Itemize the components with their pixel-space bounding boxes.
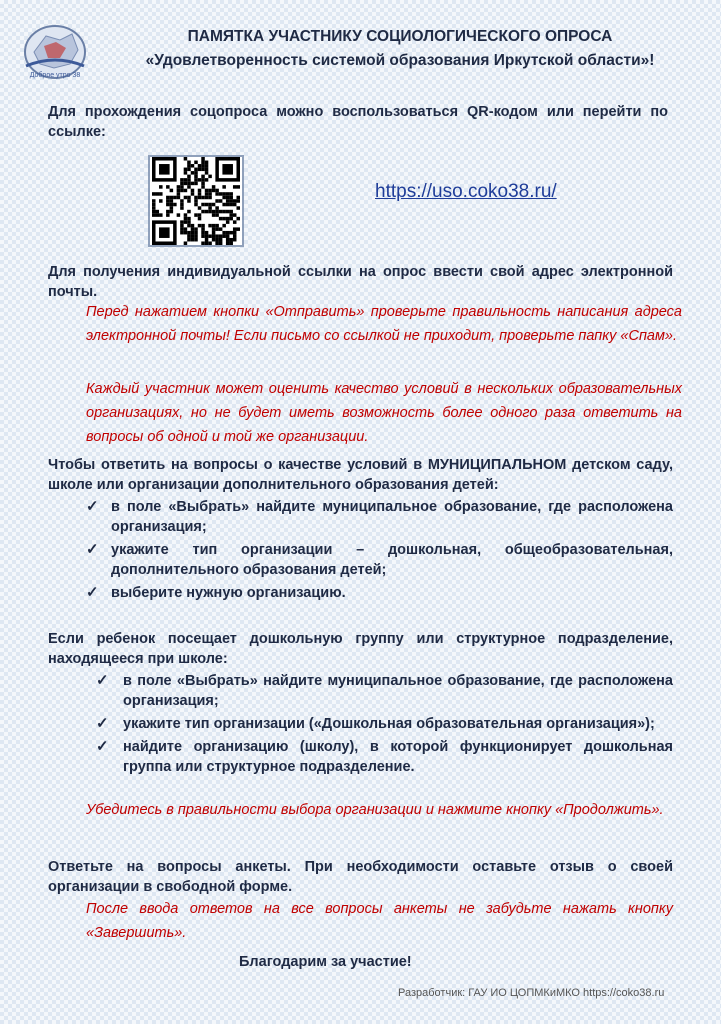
qr-code-icon[interactable] [148,155,244,247]
list-item: ✓ укажите тип организации («Дошкольная образовательная организация»); [96,715,655,732]
finish-note: После ввода ответов на все вопросы анкеты не забудьте нажать кнопку «Завершить». [86,901,673,941]
municipal-text: Чтобы ответить на вопросы о качестве условий в МУНИЦИПАЛЬНОМ детском саду, школе или организации дополнительного образования детей: [48,457,673,493]
intro-text: Для прохождения соцопроса можно воспользоваться QR-кодом или перейти по ссылке: [48,104,668,140]
title-line-2: «Удовлетворенность системой образования Иркутской области»! [145,52,655,69]
email-text: Для получения индивидуальной ссылки на опрос ввести свой адрес электронной почты. [48,264,673,300]
preschool-list [96,671,673,777]
checkmark-icon: ✓ [86,541,99,558]
checkmark-icon: ✓ [96,715,109,732]
list-item: ✓ укажите тип организации – дошкольная, общеобразовательная, дополнительного образования детей; [86,541,673,578]
answer-text: Ответьте на вопросы анкеты. При необходимости оставьте отзыв о своей организации в свободной форме. [48,859,673,895]
logo-text: Доброе утро 38 [29,72,81,79]
checkmark-icon: ✓ [86,498,99,515]
checkmark-icon: ✓ [86,584,99,601]
survey-link[interactable]: https://uso.coko38.ru/ [375,181,557,202]
list-item: ✓ в поле «Выбрать» найдите муниципальное образование, где расположена организация; [86,498,673,535]
footer-credit: Разработчик: ГАУ ИО ЦОПМКиМКО https://coko38.ru [398,987,665,999]
municipal-list [86,497,673,603]
preschool-text: Если ребенок посещает дошкольную группу или структурное подразделение, находящееся при школе: [48,631,673,667]
checkmark-icon: ✓ [96,738,109,755]
email-note: Перед нажатием кнопки «Отправить» проверьте правильность написания адреса электронной почты! Если письмо со ссылкой не приходит, проверьте папку «Спам». [86,304,682,344]
thanks-text: Благодарим за участие! [239,954,412,970]
list-item: ✓ в поле «Выбрать» найдите муниципальное образование, где расположена организация; [96,672,673,709]
coko38-logo-icon [20,22,90,82]
list-item: ✓ найдите организацию (школу), в которой функционирует дошкольная группа или структурное подразделение. [96,738,673,775]
selection-note: Убедитесь в правильности выбора организации и нажмите кнопку «Продолжить». [86,802,664,818]
checkmark-icon: ✓ [96,672,109,689]
participant-note: Каждый участник может оценить качество условий в нескольких образовательных организациях, но не будет иметь возможность более одного раза ответить на вопросы об одной и той же организации. [86,381,682,445]
title-line-1: ПАМЯТКА УЧАСТНИКУ СОЦИОЛОГИЧЕСКОГО ОПРОСА [187,28,613,45]
list-item: ✓ выберите нужную организацию. [86,584,346,601]
